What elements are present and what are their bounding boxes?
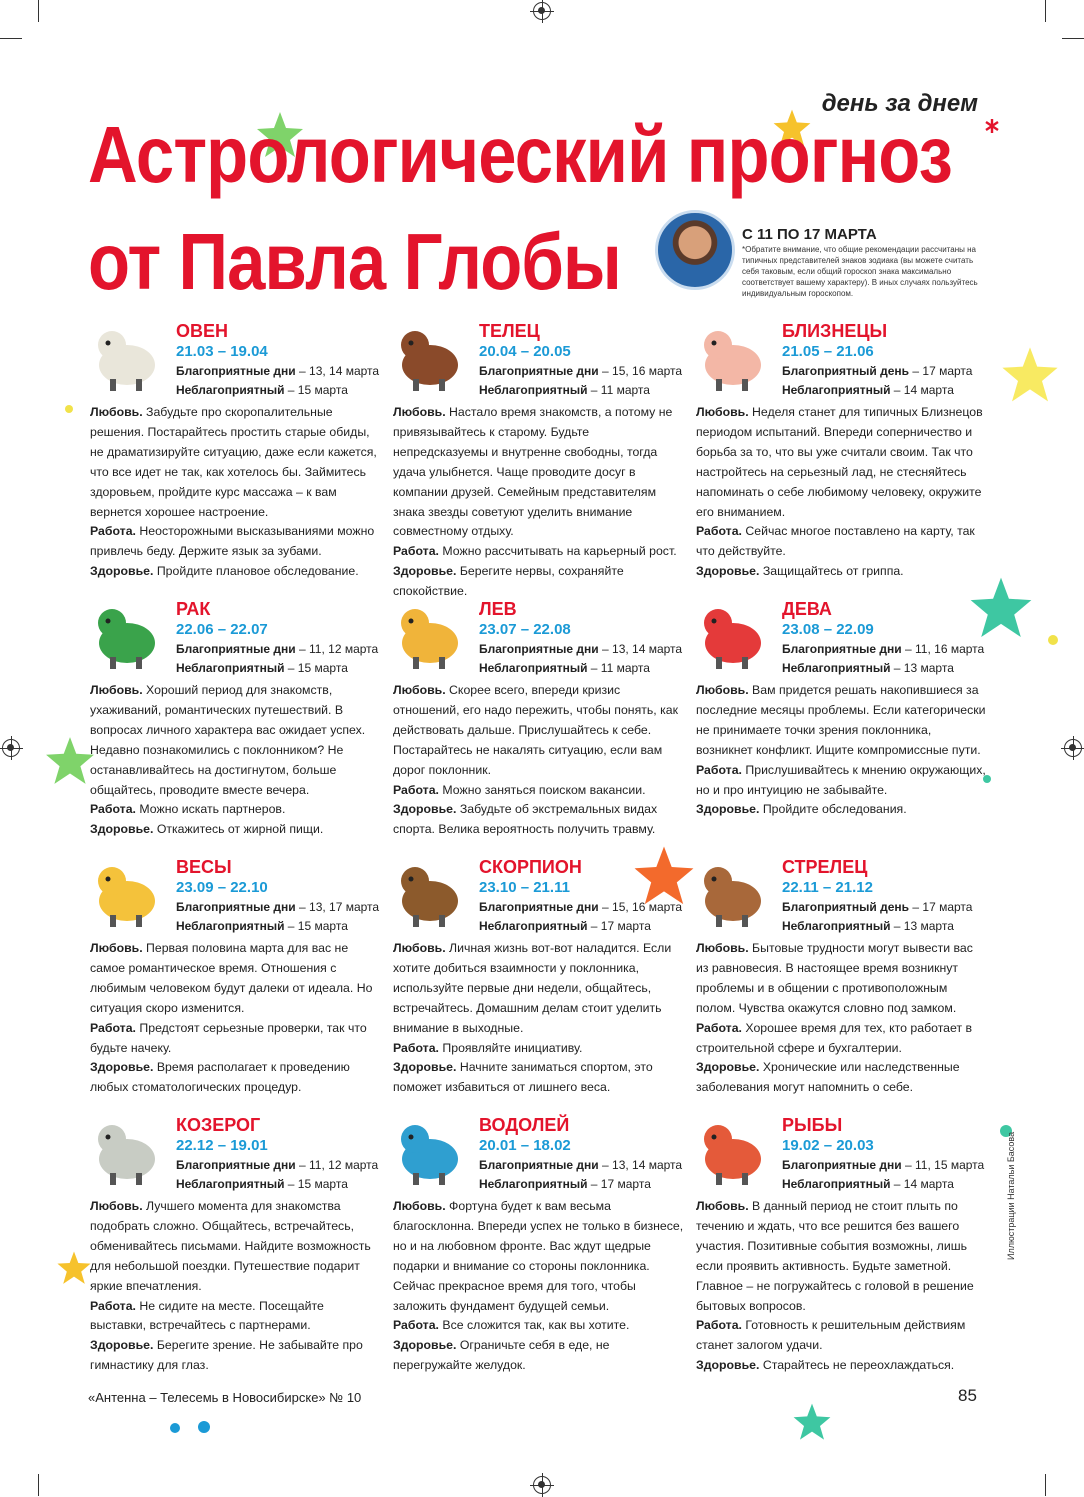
- favorable-days: Благоприятные дни – 15, 16 марта: [479, 364, 683, 378]
- forecast-note: *Обратите внимание, что общие рекомендации рассчитаны на типичных представителей знаков зодиака (вы можете считать себя таковым, если общий гороскоп знака максимально соответствует вашему характеру). В иных случаях пользуйтесь индивидуальным гороскопом.: [742, 245, 978, 298]
- decor-dot: [65, 405, 73, 413]
- section-kicker: день за днем: [821, 90, 978, 117]
- favorable-days: Благоприятные дни – 13, 14 марта: [176, 364, 380, 378]
- health-paragraph: Здоровье. Пройдите обследования.: [696, 802, 907, 817]
- favorable-days: Благоприятные дни – 15, 16 марта: [479, 900, 683, 914]
- forecast-text: [696, 403, 988, 582]
- publication-footer: «Антенна – Телесемь в Новосибирске» № 10: [88, 1390, 362, 1405]
- crop-mark: [1045, 1474, 1046, 1496]
- page-number: 85: [958, 1386, 977, 1405]
- sign-name: РЫБЫ: [782, 1115, 843, 1135]
- star-icon: [792, 1402, 832, 1442]
- unfavorable-day: Неблагоприятный – 17 марта: [479, 1177, 651, 1191]
- work-paragraph: Работа. Можно заняться поиском вакансии.: [393, 782, 646, 797]
- work-paragraph: Работа. Хорошее время для тех, кто работает в строительной сфере и бухгалтерии.: [696, 1020, 973, 1055]
- work-paragraph: Работа. Неосторожными высказываниями можно привлечь беду. Держите язык за зубами.: [90, 524, 375, 559]
- forecast-text: [393, 403, 685, 602]
- health-paragraph: Здоровье. Ограничьте себя в еде, не перегружайте желудок.: [393, 1338, 610, 1373]
- work-paragraph: Работа. Прислушивайтесь к мнению окружающих, но и про интуицию не забывайте.: [696, 762, 986, 797]
- work-paragraph: Работа. Проявляйте инициативу.: [393, 1040, 583, 1055]
- bull-icon: [393, 323, 471, 397]
- unfavorable-day: Неблагоприятный – 11 марта: [479, 383, 650, 397]
- work-paragraph: Работа. Все сложится так, как вы хотите.: [393, 1318, 630, 1333]
- work-paragraph: Работа. Готовность к решительным действиям станет залогом удачи.: [696, 1318, 966, 1353]
- sign-date-range: 23.08 – 22.09: [782, 621, 874, 638]
- star-icon: [1000, 345, 1060, 405]
- sign-date-range: 22.11 – 21.12: [782, 879, 873, 896]
- page-title-line-2: от Павла Глобы: [88, 217, 621, 306]
- unfavorable-day: Неблагоприятный – 15 марта: [176, 383, 348, 397]
- health-paragraph: Здоровье. Старайтесь не переохлаждаться.: [696, 1358, 955, 1373]
- sign-date-range: 19.02 – 20.03: [782, 1137, 874, 1154]
- love-paragraph: Любовь. Забудьте про скоропалительные решения. Постарайтесь простить старые обиды, не драматизируйте ситуацию, даже если кажется, что все идет не так, как хотелось бы. Займитесь здоровьем, пройдите курс массажа – к вам вернется хорошее настроение.: [90, 405, 377, 519]
- star-icon: [44, 735, 96, 787]
- crop-mark: [1045, 0, 1046, 22]
- favorable-days: Благоприятные дни – 11, 15 марта: [782, 1158, 985, 1172]
- health-paragraph: Здоровье. Защищайтесь от гриппа.: [696, 564, 904, 579]
- favorable-days: Благоприятные дни – 13, 17 марта: [176, 900, 380, 914]
- health-paragraph: Здоровье. Время располагает к проведению любых стоматологических процедур.: [90, 1060, 350, 1095]
- unfavorable-day: Неблагоприятный – 15 марта: [176, 1177, 348, 1191]
- crop-mark: [38, 1474, 39, 1496]
- unfavorable-day: Неблагоприятный – 13 марта: [782, 919, 954, 933]
- sign-name: ВОДОЛЕЙ: [479, 1115, 570, 1135]
- forecast-text: [393, 681, 685, 840]
- health-paragraph: Здоровье. Берегите зрение. Не забывайте про гимнастику для глаз.: [90, 1338, 363, 1373]
- sign-date-range: 21.05 – 21.06: [782, 343, 874, 360]
- registration-mark-icon: [2, 739, 20, 757]
- sign-name: ДЕВА: [782, 599, 832, 619]
- sign-name: СКОРПИОН: [479, 857, 582, 877]
- centaur-icon: [696, 859, 774, 933]
- sign-date-range: 20.01 – 18.02: [479, 1137, 571, 1154]
- star-icon: [968, 575, 1034, 641]
- star-icon: [56, 1250, 92, 1286]
- unfavorable-day: Неблагоприятный – 14 марта: [782, 383, 954, 397]
- sign-date-range: 23.10 – 21.11: [479, 879, 570, 896]
- health-paragraph: Здоровье. Пройдите плановое обследование.: [90, 564, 359, 579]
- health-paragraph: Здоровье. Хронические или наследственные заболевания могут напомнить о себе.: [696, 1060, 960, 1095]
- forecast-text: [696, 939, 988, 1098]
- sign-date-range: 21.03 – 19.04: [176, 343, 268, 360]
- unfavorable-day: Неблагоприятный – 15 марта: [176, 661, 348, 675]
- forecast-text: [90, 681, 382, 840]
- sign-name: КОЗЕРОГ: [176, 1115, 261, 1135]
- work-paragraph: Работа. Можно искать партнеров.: [90, 802, 286, 817]
- health-paragraph: Здоровье. Откажитесь от жирной пищи.: [90, 822, 324, 837]
- forecast-date-range: С 11 ПО 17 МАРТА: [742, 226, 877, 243]
- unfavorable-day: Неблагоприятный – 15 марта: [176, 919, 348, 933]
- favorable-days: Благоприятные дни – 11, 12 марта: [176, 1158, 379, 1172]
- crop-mark: [0, 38, 22, 39]
- forecast-text: [696, 1197, 988, 1376]
- sign-name: БЛИЗНЕЦЫ: [782, 321, 888, 341]
- favorable-days: Благоприятный день – 17 марта: [782, 900, 973, 914]
- love-paragraph: Любовь. Личная жизнь вот-вот наладится. Если хотите добиться взаимности у поклонника, используйте первые дни недели, общайтесь, встречайтесь. Домашним делам стоит уделить внимание в выходные.: [393, 941, 672, 1035]
- forecast-text: [696, 681, 988, 820]
- unfavorable-day: Неблагоприятный – 14 марта: [782, 1177, 954, 1191]
- favorable-days: Благоприятные дни – 13, 14 марта: [479, 642, 683, 656]
- lion-icon: [393, 601, 471, 675]
- page-title-line-1: Астрологический прогноз: [88, 110, 952, 199]
- love-paragraph: Любовь. Вам придется решать накопившиеся за последние месяцы проблемы. Если категорически не принимаете точки зрения поклонника, возникнет конфликт. Ищите компромиссные пути.: [696, 683, 986, 757]
- love-paragraph: Любовь. Фортуна будет к вам весьма благосклонна. Впереди успех не только в бизнесе, но и на любовном фронте. Вас ждут щедрые подарки и внимание со стороны поклонника. Сейчас прекрасное время для того, чтобы заложить фундамент будущей семьи.: [393, 1199, 684, 1313]
- work-paragraph: Работа. Можно рассчитывать на карьерный рост.: [393, 544, 677, 559]
- crop-mark: [38, 0, 39, 22]
- virgo-icon: [696, 601, 774, 675]
- forecast-text: [393, 1197, 685, 1376]
- sign-date-range: 22.12 – 19.01: [176, 1137, 268, 1154]
- work-paragraph: Работа. Не сидите на месте. Посещайте выставки, встречайтесь с партнерами.: [90, 1298, 324, 1333]
- decor-dot: [170, 1423, 180, 1433]
- favorable-days: Благоприятные дни – 13, 14 марта: [479, 1158, 683, 1172]
- ram-icon: [90, 323, 168, 397]
- love-paragraph: Любовь. Неделя станет для типичных Близнецов периодом испытаний. Впереди соперничество и борьба за то, что вы уже считали своим. Так что настройтесь на серьезный лад, не стесняйтесь напоминать о себе любимому человеку, окружите его вниманием.: [696, 405, 983, 519]
- scales-icon: [90, 859, 168, 933]
- decor-dot: [1048, 635, 1058, 645]
- favorable-days: Благоприятные дни – 11, 12 марта: [176, 642, 379, 656]
- twins-icon: [696, 323, 774, 397]
- sign-date-range: 23.09 – 22.10: [176, 879, 268, 896]
- forecast-text: [90, 939, 382, 1098]
- forecast-text: [90, 1197, 382, 1376]
- sign-date-range: 23.07 – 22.08: [479, 621, 571, 638]
- registration-mark-icon: [533, 2, 551, 20]
- sign-date-range: 20.04 – 20.05: [479, 343, 571, 360]
- love-paragraph: Любовь. Скорее всего, впереди кризис отношений, его надо пережить, чтобы понять, как действовать дальше. Прислушайтесь к себе. Постарайтесь не накалять ситуацию, если вам дорог поклонник.: [393, 683, 678, 777]
- health-paragraph: Здоровье. Берегите нервы, сохраняйте спокойствие.: [393, 564, 624, 599]
- love-paragraph: Любовь. Бытовые трудности могут вывести вас из равновесия. В настоящее время возникнут проблемы и в общении с противоположным полом. Чувства окажутся словно под замком.: [696, 941, 973, 1015]
- asterisk-icon: [984, 118, 1000, 134]
- sign-name: ОВЕН: [176, 321, 229, 341]
- crop-mark: [1062, 38, 1084, 39]
- sign-name: ЛЕВ: [479, 599, 517, 619]
- unfavorable-day: Неблагоприятный – 17 марта: [479, 919, 651, 933]
- forecast-text: [393, 939, 685, 1098]
- decor-dot: [198, 1421, 210, 1433]
- sign-date-range: 22.06 – 22.07: [176, 621, 268, 638]
- sign-name: СТРЕЛЕЦ: [782, 857, 868, 877]
- sign-name: РАК: [176, 599, 211, 619]
- work-paragraph: Работа. Предстоят серьезные проверки, так что будьте начеку.: [90, 1020, 367, 1055]
- scorpion-icon: [393, 859, 471, 933]
- illustration-credit: Иллюстрации Натальи Басова: [1006, 1131, 1016, 1260]
- love-paragraph: Любовь. Хороший период для знакомств, ухаживаний, романтических путешествий. В вопросах личного характера вас ожидает успех. Недавно познакомились с поклонником? Не останавливайтесь на достигнутом, больше общайтесь, проводите вместе вечера.: [90, 683, 366, 797]
- forecast-text: [90, 403, 382, 582]
- goat-icon: [90, 1117, 168, 1191]
- work-paragraph: Работа. Сейчас многое поставлено на карту, так что действуйте.: [696, 524, 975, 559]
- love-paragraph: Любовь. Настало время знакомств, а потому не привязывайтесь к старому. Будьте непредсказуемы и внутренне свободны, тогда удача улыбнется. Чаще проводите досуг в компании друзей. Семейным представителям знака звезды советуют уделить внимание совместному отдыху.: [393, 405, 673, 539]
- love-paragraph: Любовь. В данный период не стоит плыть по течению и ждать, что все решится без вашего участия. Позитивные события возможны, лишь если проявить активность. Будьте заметной. Главное – не погружайтесь с головой в решение бытовых вопросов.: [696, 1199, 974, 1313]
- author-photo: [655, 210, 735, 290]
- unfavorable-day: Неблагоприятный – 13 марта: [782, 661, 954, 675]
- love-paragraph: Любовь. Первая половина марта для вас не самое романтическое время. Отношения с любимым человеком будут далеки от идеала. Но ситуация скоро изменится.: [90, 941, 373, 1015]
- unfavorable-day: Неблагоприятный – 11 марта: [479, 661, 650, 675]
- favorable-days: Благоприятный день – 17 марта: [782, 364, 973, 378]
- fish-icon: [696, 1117, 774, 1191]
- registration-mark-icon: [533, 1476, 551, 1494]
- sign-name: ТЕЛЕЦ: [479, 321, 540, 341]
- aquarius-icon: [393, 1117, 471, 1191]
- health-paragraph: Здоровье. Начните заниматься спортом, это поможет избавиться от лишнего веса.: [393, 1060, 653, 1095]
- star-icon: [632, 844, 696, 908]
- health-paragraph: Здоровье. Забудьте об экстремальных видах спорта. Велика вероятность получить травму.: [393, 802, 658, 837]
- crayfish-icon: [90, 601, 168, 675]
- love-paragraph: Любовь. Лучшего момента для знакомства подобрать сложно. Общайтесь, встречайтесь, обменивайтесь письмами. Найдите возможность для небольшой поездки. Путешествие подарит яркие впечатления.: [90, 1199, 371, 1293]
- favorable-days: Благоприятные дни – 11, 16 марта: [782, 642, 985, 656]
- sign-name: ВЕСЫ: [176, 857, 232, 877]
- registration-mark-icon: [1064, 739, 1082, 757]
